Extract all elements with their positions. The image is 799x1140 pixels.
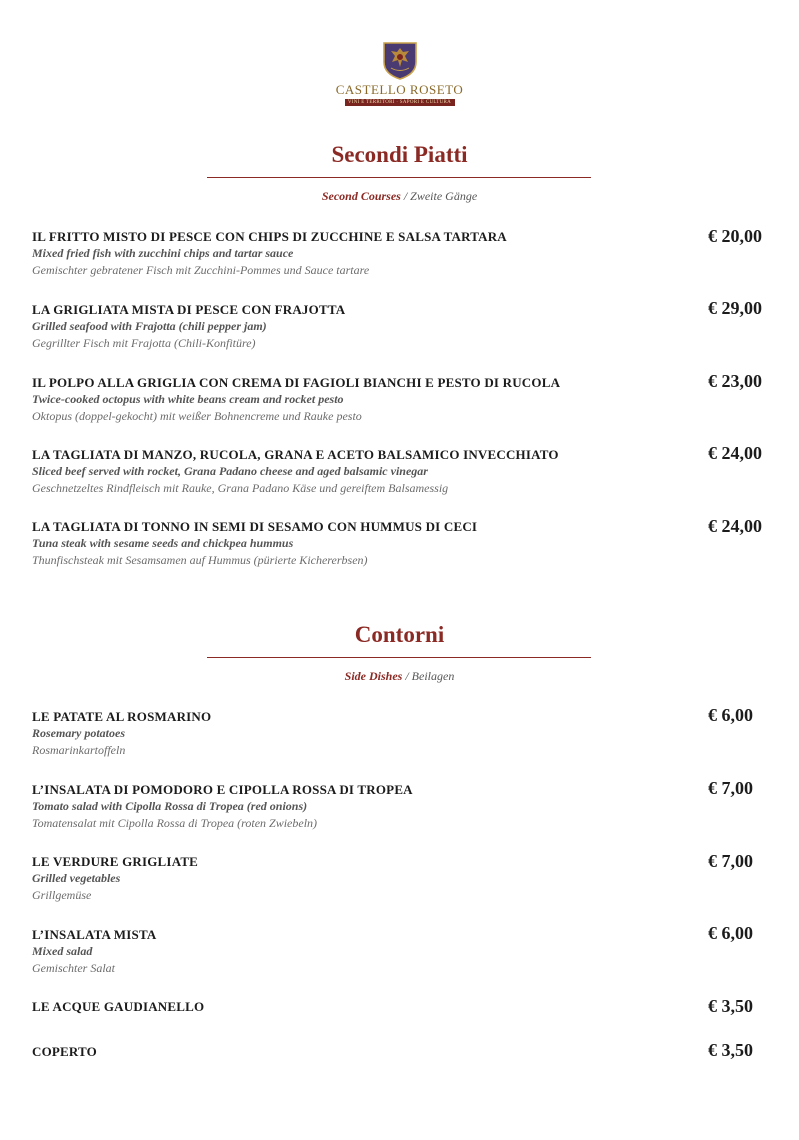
section-title-contorni: Contorni: [354, 622, 445, 647]
item-price: € 24,00: [708, 443, 762, 463]
item-name: LE ACQUE GAUDIANELLO: [32, 999, 205, 1014]
crest-icon: [383, 42, 417, 80]
item-german: Oktopus (doppel-gekocht) mit weißer Bohnencreme und Rauke pesto: [32, 409, 362, 423]
menu-item: [32, 853, 772, 904]
item-name: LE PATATE AL ROSMARINO: [32, 709, 212, 724]
item-english: Rosemary potatoes: [32, 726, 125, 740]
item-german: Geschnetzeltes Rindfleisch mit Rauke, Grana Padano Käse und gereiftem Balsamessig: [32, 481, 449, 495]
item-name: L’INSALATA MISTA: [32, 927, 157, 942]
section-subtitle-secondi: [0, 189, 799, 204]
item-price: € 24,00: [708, 516, 762, 536]
logo-ribbon: VINI E TERRITORI · SAPORI E CULTURA: [345, 99, 455, 106]
item-english: Tuna steak with sesame seeds and chickpea hummus: [32, 536, 294, 550]
item-german: Grillgemüse: [32, 888, 92, 902]
item-english: Grilled seafood with Frajotta (chili pepper jam): [32, 319, 267, 333]
menu-item: [32, 446, 772, 497]
item-price: € 3,50: [708, 1040, 753, 1060]
item-english: Sliced beef served with rocket, Grana Padano cheese and aged balsamic vinegar: [32, 464, 428, 478]
subtitle-german: / Beilagen: [402, 669, 455, 683]
item-german: Thunfischsteak mit Sesamsamen auf Hummus (pürierte Kichererbsen): [32, 553, 368, 567]
item-german: Rosmarinkartoffeln: [32, 743, 126, 757]
item-name: IL FRITTO MISTO DI PESCE CON CHIPS DI ZUCCHINE E SALSA TARTARA: [32, 229, 507, 244]
item-price: € 7,00: [708, 851, 753, 871]
item-german: Gegrillter Fisch mit Frajotta (Chili-Konfitüre): [32, 336, 256, 350]
item-german: Gemischter gebratener Fisch mit Zucchini-Pommes und Sauce tartare: [32, 263, 370, 277]
item-english: Tomato salad with Cipolla Rossa di Tropea (red onions): [32, 799, 308, 813]
item-price: € 23,00: [708, 371, 762, 391]
restaurant-logo: [0, 42, 799, 106]
item-name: COPERTO: [32, 1044, 97, 1059]
menu-item: [32, 301, 772, 352]
item-name: LA TAGLIATA DI TONNO IN SEMI DI SESAMO CON HUMMUS DI CECI: [32, 519, 478, 534]
item-price: € 7,00: [708, 778, 753, 798]
menu-item: [32, 518, 772, 569]
subtitle-german: / Zweite Gänge: [400, 189, 478, 203]
menu-item: [32, 1043, 772, 1060]
menu-item: [32, 998, 772, 1015]
subtitle-english: Second Courses: [321, 189, 401, 203]
item-price: € 3,50: [708, 996, 753, 1016]
menu-item: [32, 228, 772, 279]
item-english: Mixed salad: [32, 944, 93, 958]
menu-item: [32, 926, 772, 977]
item-english: Mixed fried fish with zucchini chips and tartar sauce: [32, 246, 294, 260]
item-price: € 29,00: [708, 298, 762, 318]
menu-item: [32, 374, 772, 425]
item-name: IL POLPO ALLA GRIGLIA CON CREMA DI FAGIOLI BIANCHI E PESTO DI RUCOLA: [32, 375, 561, 390]
item-german: Gemischter Salat: [32, 961, 115, 975]
item-price: € 6,00: [708, 923, 753, 943]
item-name: LA GRIGLIATA MISTA DI PESCE CON FRAJOTTA: [32, 302, 346, 317]
menu-item: [32, 781, 772, 832]
item-price: € 6,00: [708, 705, 753, 725]
item-german: Tomatensalat mit Cipolla Rossa di Tropea (roten Zwiebeln): [32, 816, 318, 830]
logo-wordmark: CASTELLO ROSETO: [335, 82, 464, 97]
item-name: LA TAGLIATA DI MANZO, RUCOLA, GRANA E ACETO BALSAMICO INVECCHIATO: [32, 447, 559, 462]
section-subtitle-contorni: [0, 669, 799, 684]
item-english: Twice-cooked octopus with white beans cream and rocket pesto: [32, 392, 344, 406]
item-name: L’INSALATA DI POMODORO E CIPOLLA ROSSA DI TROPEA: [32, 782, 413, 797]
item-english: Grilled vegetables: [32, 871, 121, 885]
menu-item: [32, 708, 772, 759]
section-title-secondi: Secondi Piatti: [331, 142, 468, 167]
item-price: € 20,00: [708, 226, 762, 246]
section-divider: [207, 657, 591, 658]
subtitle-english: Side Dishes: [344, 669, 403, 683]
section-divider: [207, 177, 591, 178]
item-name: LE VERDURE GRIGLIATE: [32, 854, 199, 869]
